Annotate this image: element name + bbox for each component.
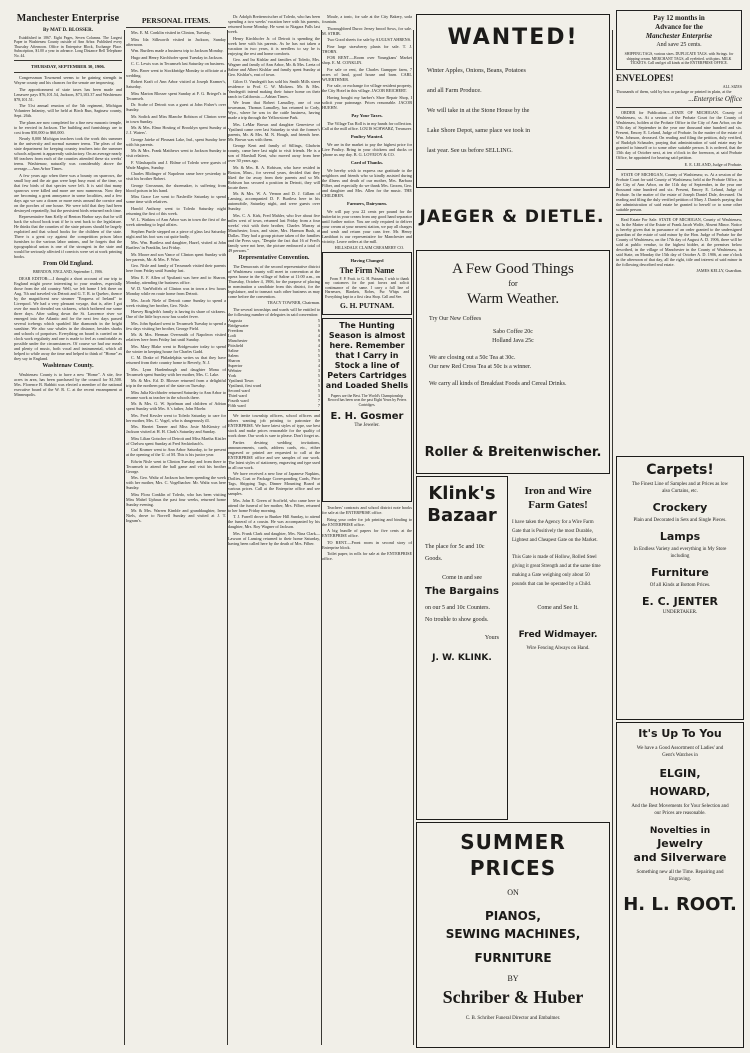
local-item: Gilon O. Vandegrift has sold his Smith Mills street residence to Prof. C. W. Mickens. Mr. & Mrs. Vandegrift intend making their future home on their ranch in California —Adrian Times. [228, 78, 320, 99]
wedding-note: Parties desiring wedding invitations, announcements, cards, address cards, etc., either engraved or printed are requested to call at the ENTERPRISE office and see samples of our work. The latest styles of stationery, engraving and type used in all our work. [228, 439, 320, 470]
article-paragraph: The plans are now completed for a fine new masonic temple, to be erected in Jackson. The building and furnishings are to cost from $50,000 to $60,000. [14, 119, 122, 135]
delegate-count: 5 [317, 353, 320, 358]
subscription-ad [616, 10, 742, 70]
delegate-name: Fifth ward [228, 403, 246, 408]
classified: Bring your order for job printing and binding to the ENTERPRISE office. [322, 516, 412, 527]
personal-items-heading: PERSONAL ITEMS. [141, 16, 211, 25]
delegate-count: 4 [317, 363, 320, 368]
jenter-ad [616, 456, 744, 720]
local-items-list [228, 14, 320, 253]
undertaker-label: UNDERTAKER. [662, 610, 698, 615]
personal-item: Mrs. John Spalard went to Tecumseh Tuesday to spend a few days visiting her brother, George Field. [126, 320, 226, 331]
silverware: and Silverware [633, 851, 727, 864]
classified: Teachers' contracts and school district note books for sale at the ENTERPRISE office. [322, 505, 412, 516]
washtenaw-body: Washtenaw County is to have a new "Home". A site, five acres in area, has been purchased by the council for $1,500. Mrs. Florence B. Babbitt was elected a member of the national executive board of the W. R. C. at the recent encampment at Minneapolis. [14, 372, 122, 398]
delegate-count: 3 [317, 323, 320, 328]
iron-tagline: Wire Fencing Always on Hand. [526, 646, 590, 651]
summer-headline: SUMMER PRICES [460, 830, 566, 880]
farmers-body: We will pay you 22 cents per pound for the butterfat in your cream from any good hand separator until further notice. You are only required to deliver your cream at your nearest station, we pay all charges and wash and return your cans free. Mr. Henry Lambhart is our representative for Manchester and vicinity. Leave orders at the mill. [322, 208, 412, 244]
klink-counters: on our 5 and 10c Counters. [425, 605, 490, 611]
letter-subheading: BRENDON, ENGLAND, September 1, 1906. [32, 270, 104, 275]
delegate-count: 5 [317, 383, 320, 388]
personal-item: Mr. & Mrs. G. W. Spielman and children of Adrian spent Sunday with Mrs. S.'s father, John Moehr. [126, 401, 226, 411]
personal-item: C. M. Drake of Philadelphia writes us that they have returned from their country home to Beverly, N. J. [126, 355, 226, 365]
up-to-you: It's Up To You [638, 727, 722, 740]
probate-sign: JAMES KELLY, Guardian. [696, 268, 742, 274]
delegate-count: 4 [317, 343, 320, 348]
job-printing-note: We invite township officers, school officers and others wanting job printing to patronize the ENTERPRISE. We have latest styles of type, use best stock and make prices reasonable for the quality of work done. Our work is sure to please. Don't forget us. [228, 413, 320, 438]
rep-convention-sign: TRACY TOWNER, Chairman. [267, 300, 320, 305]
wanted-line: Winter Apples, Onions, Beans, Potatoes [427, 67, 526, 74]
sub-paper: Manchester Enterprise [645, 32, 713, 40]
masthead-intro: Established in 1867. Eight Pages, Seven Columns. The Largest Paper in Washtenaw County outside of Ann Arbor. Published every Thursday Afternoon. Office in Enterprise Block, Exchange Place. Subscription, $1.00 a year in advance. Long Distance Bell Telephone No. 44. [14, 36, 122, 58]
drinks-item: We carry all kinds of Breakfast Foods and Cereal Drinks. [429, 381, 567, 387]
envelopes-headline: ENVELOPES! [616, 72, 674, 83]
personal-item: Mr. & Mrs. Herman Oversmith of Napoleon visited relatives here from Friday last until Sunday. [126, 332, 226, 342]
local-item: Henry Kirchhofer Jr. of Detroit is spending the week here with his parents. As he has not taken a vacation in two years, it is needless to say he is enjoying the rest and home comforts. [228, 35, 320, 56]
wanted-headline: WANTED! [447, 25, 579, 50]
hunting-ad [322, 318, 412, 502]
personal-item: Miss E. F. Allen of Ypsilanti was here and to Sharon, Monday, attending the business office. [126, 274, 226, 285]
root-jeweler-ad [616, 722, 744, 1048]
personal-item: Hugo and Henry Kirchhofer spent Tuesday in Jackson. [131, 54, 223, 60]
personal-item: Mr. & Mrs. Warren Kimble and granddaughter, Irene Niels, drove to Norvell Sunday and visited at J. T. Ingram's. [126, 508, 226, 523]
schriber-huber-name: Schriber & Huber [442, 987, 584, 1007]
crockery-text: Plain and Decorated in Sets and Single Pieces. [633, 518, 727, 523]
local-item: George Kent and family of Sillings, Gladwin county, came here last night to visit friends. He is a son of Marshall Kent, who moved away from here over 30 years ago. [228, 143, 320, 163]
delegate-name: Ypsilanti Town [228, 378, 254, 383]
good-things-warm: Warm Weather. [466, 291, 560, 307]
creamery-name: HILLSDALE CLAIM CREAMERY CO. [334, 245, 405, 250]
personal-item: Miss Ida Silkworth visited in Jackson, Sunday afternoon. [126, 36, 226, 47]
delegate-name: Freedom [228, 328, 243, 333]
poultry-body: We are in the market to pay the highest price for Live Poultry. Bring in your chickens and ducks or 'phone us any day. B. G. LOVEJOY & CO. [322, 141, 412, 157]
tablets-note: We have received a new line of Japanese Napkins, Doilies, Coat or Package Corresponding Cards, Price Tags, Shipping Tags, Dinner Mounting Board at various prices. Call at the Enterprise office and see samples. [228, 471, 320, 496]
furniture-headline: Furniture [651, 566, 709, 579]
iron-cta: Come and See It. [537, 605, 579, 611]
personal-item: Mr. & Mrs. Frank Matthews went to Jackson Sunday to visit relatives. [126, 148, 226, 158]
coffee-item: Holland Java 25c [492, 338, 534, 344]
probate-notice: ORDER for Publication.—STATE OF MICHIGAN. County of Washtenaw, ss. At a session of the Probate Court for the County of Washtenaw, holden at the Probate Office in the City of Ann Arbor, on the 17th day of September in the year one thousand nine hundred and six. Present, Emory E. Leland, Judge of Probate. In the matter of the estate of Wm. Johnson, deceased. On reading and filing the petition, duly verified, of Rudolph Schauder, praying that administration of said estate may be granted to himself or to some other suitable person. It is ordered, that the 15th day of October next, at ten o'clock in the forenoon, at said Probate Office, be appointed for hearing said petition. [616, 110, 742, 161]
movements-text: And the Best Movements for Your Selection and our Prices are reasonable. [631, 804, 729, 816]
wanted-ad [416, 14, 610, 188]
firm-changed: Having Changed [350, 258, 384, 263]
delegate-name: Third ward [228, 393, 247, 398]
local-item: Mrs. LeMar Brown and daughter Genevieve of Ypsilanti came over last Saturday to visit the former's parents, Mr. & Mrs. M. N. Hough, and friends here. Mr. Brown was with them. [228, 121, 320, 142]
iron-body-2: This Gate is made of Hollow, Rolled Steel giving it great Strength and at the same time making a Gate weighing only about 50 pounds that can be operated by a Child. [512, 555, 601, 587]
column-rule [124, 30, 125, 1045]
thanks-heading: Card of Thanks. [350, 159, 384, 165]
washtenaw-heading: Washtenaw County. [42, 363, 94, 370]
local-item: Mrs. Frank Clark and daughter, Mrs. Nina Clark—Lawson of Lansing returned to their home Saturday, having been called here by the death of Mrs. Filber. [228, 530, 320, 546]
personal-item: Mrs. Mary Blake went to Bridgewater today to spend the winter in keeping house for Charles Gadd. [126, 343, 226, 354]
iron-headline-2: Farm Gates! [528, 499, 588, 511]
local-item: Mrs. John E. Green of Scofield, who came here to attend the funeral of her mother, Mrs. Filber, returned to her home Friday morning. [228, 497, 320, 513]
delegate-name: Saline [228, 348, 239, 353]
personal-item: Wm. Burtless made a business trip to Jackson Monday. [131, 48, 224, 53]
tax-body: The Village Tax Roll is in my hands for collection. Call at the mill office. LOUIS SCHWARZ, Treasurer. [322, 120, 412, 131]
classified: Having bought my barber's Shoe Repair Shop, I solicit your patronage. Prices reasonable. JACOB HUEHN. [322, 94, 412, 110]
article-paragraph: Representative Sam Kelly of Benton Harbor says that he will back the school book trust if he is sent back to the legislature. He thinks that the counties of the state prisons should be largely exploited and that school books for the children of the state. There is a great cry against the competition prison labor furnishes to the various labor unions, and he forgets that the typographical union is one of the strongest in the state and would be seriously affected if convicts were set at work printing books. [14, 214, 122, 260]
probate-sign: E. E. LELAND, Judge of Probate. [684, 161, 742, 167]
root-name: H. L. ROOT. [623, 894, 737, 915]
personal-item: Mr. & Mrs. Ed. D. Blosser returned from a delightful trip in the northern part of the state on Tuesday. [126, 378, 226, 388]
delegate-count: 5 [317, 388, 320, 393]
personal-item: Harvey Ringleib's family is having its share of sickness. One of the little boys now has scarlet fever. [126, 309, 226, 319]
personal-item: F. Vilashapolis and J. Ehlme of Toledo were guests of Wade Magins, Sunday. [126, 159, 226, 170]
article-paragraph: The 51st annual reunion of the 5th regiment, Michigan Volunteer Infantry, will be held at Birch Run, Saginaw county, Sept. 26th. [14, 103, 122, 119]
column-2 [126, 14, 226, 1043]
article-paragraph: The apportionment of state taxes has been made and Lenawee pays $76,101.54, Jackson, $73,103.37 and Washtenaw $78,101.51. [14, 86, 122, 102]
classified: Moale, a tonic, for sale at the City Bakery, soda fountain. [322, 14, 412, 24]
elgin: ELGIN, [659, 767, 701, 780]
classified: TO RENT.—Front room in second story of Enterprise block. [322, 539, 412, 550]
firm-title: The Firm Name [339, 266, 395, 275]
personal-item: Miss Marion Blosser spent Sunday at F. G. Briegel's in Tecumseh. [126, 90, 226, 101]
personal-item: Mrs. Wm. Burtless and daughter, Hazel, visited at John Burtless' in Franklin, last Friday. [126, 240, 226, 250]
delegates-table [228, 318, 320, 408]
classified: Thoroughbred Duroc Jersey brood Sows, for sale. M. STRIB. [322, 25, 412, 36]
probate-notice: Real Estate For Sale. STATE OF MICHIGAN, County of Washtenaw, ss. In the Matter of the Estate of Frank Jacob Wolfe, Absent Minor. Notice is hereby given that in pursuance of an order granted to the undersigned guardian of the estate of said minor by the Hon. Judge of Probate for the County of Washtenaw, on the 17th day of August A. D. 1906, there will be sold at public vendue, to the highest bidder, at the premises below described, in the village of Manchester in the County of Washtenaw, in said State, on Monday the 15th day of October A. D. 1906, at one o'clock in the afternoon of that day, all the right, title and interest of said minor in the following described real estate. [616, 216, 742, 267]
personal-item: Mrs. Fred Kessler went to Toledo Saturday to care for her mother, Mrs. C. Vogel, who is dangerously ill. [126, 412, 226, 423]
summer-footer: C. B. Schriber Funeral Director and Embalmer. [465, 1016, 561, 1021]
personal-item: Carl Kramer went to Ann Arbor Saturday, to be present at the opening of the U. of M. This is his junior year. [126, 447, 226, 457]
delegate-name: Pittsfield [228, 343, 244, 348]
widmayer-name: Fred Widmayer. [518, 630, 598, 640]
personal-item: Mr. Moore and son Vance of Clinton spent Sunday with her parents, Mr. & Mrs. F. Wise. [126, 251, 226, 262]
personal-item: Mr. Sodick and Miss Blanche Robison of Clinton were in town Sunday. [126, 113, 226, 124]
local-item: T. J. Farrell drove to Bunker Hill Sunday, to attend the funeral of a cousin. He was accompanied by his daughter, Mrs. Roy Wagner of Jackson. [228, 514, 320, 529]
good-things-for: for [508, 279, 518, 288]
column-3 [228, 14, 320, 1043]
klink-name: Klink's [428, 483, 496, 504]
sub-shipping: SHIPPING TAGS, various sizes. DUPLICATE TAGS. with Strings. for shipping cream. MERCHANT TAGS, all eyeletted. with pins. MILK TICKETS. Call and get all kinds at the ENTERPRISE OFFICE. [624, 52, 734, 66]
sub-save: And save 25 cents. [656, 42, 702, 48]
delegate-count: 3 [317, 393, 320, 398]
personal-item: C. C. Lewis was in Tecumseh last Saturday on business. [131, 61, 226, 66]
good-things-ad [416, 250, 610, 474]
classified: FOR RENT.—Room over Youngkans' Market shop. E. M. CONKLIN. [322, 55, 412, 65]
masthead-title: Manchester Enterprise [16, 13, 120, 24]
iron-headline-1: Iron and Wire [524, 485, 592, 497]
delegate-count: 3 [317, 358, 320, 363]
personal-item: Mrs. Lynn Hardenburgh and daughter Mona of Tecumseh spent Sunday with her mother, Mrs. C. Lake. [126, 366, 226, 377]
local-item: Mr. & Mrs. B. A. Robison, who have resided in Boston, Mass., for several years, decided that they liked the far away from their parents and so Mr. Robison has secured a position in Detroit, they will locate there. [228, 164, 320, 190]
personal-item: Robert Kraft of Ann Arbor visited at Joseph Kramer's, Saturday. [126, 79, 226, 89]
iron-body: I have taken the Agency for a Wire Farm Gate that is Positively the most Durable, Lightest and Cheapest Gate on the Market. [512, 520, 598, 543]
novelties: Novelties in [649, 826, 711, 836]
personal-items-list [126, 30, 226, 523]
local-item: Mrs. C. A. Kirk, Fred Mahler, who live about five miles west of town, returned last Friday from a four weeks' visit with their brother, Charles Murray at Manchester, Iowa, and sister, Mrs. Harmon Bush, at Dallas. They had a group picture taken of the families and the Press says, "Despite the fact that 16 of Fred's family were not here, the picture embraced a total of 49 persons." [228, 212, 320, 253]
wanted-line: Lake Shore Depot, same place we took in [427, 127, 531, 134]
delegate-count: 5 [317, 373, 320, 378]
delegate-name: Bridgewater [228, 323, 249, 328]
article-paragraph: Congressman Townsend seems to be gaining strength in Wayne county and his chances for the senate are improving. [14, 75, 122, 86]
lamps-text: In Endless Variety and everything in My Store including [633, 547, 727, 559]
rep-convention-heading: Representative Convention. [238, 254, 310, 261]
carpets-text: The Finest Line of Samples and at Prices as low also Curtains, etc. [631, 482, 729, 494]
delegate-name: Second ward [228, 388, 250, 393]
classified: For sale or rent, the Charles Gumpper farm, 7 acres of land, good house and barn. CARL WUERTHNER. [322, 66, 412, 82]
personal-item: Miss Lilian Gotscher of Detroit and Miss Martha Kistler of Chelsea spent Sunday at Fred Seckinbach's. [126, 435, 226, 446]
article-paragraph: A few years ago when there was a bounty on sparrows, the small boy and the air gun were kept busy most of the time, so that few birds of that species were left. It is said that many sparrows were killed and more are now numerous. Now they are becoming a great annoyance in some localities, and a few days ago we saw a dozen or more nests around the cornice and on the porches of one house. We were told that they had been destroyed repeatedly, but the persistent birds returned each time. [14, 172, 122, 213]
personal-item: Mrs. Harriet Tanner and Miss Josie McKinstry of Jackson visited at H. H. Clark's Saturday and Sunday. [126, 424, 226, 434]
delegate-count: 5 [317, 318, 320, 323]
column-4 [322, 14, 412, 1043]
sub-pay: Pay 12 months in [653, 14, 705, 22]
thanks-body: We hereby wish to express our gratitude to the neighbors and friends who so kindly assisted during the illness and death of our mother, Mrs. Barbara Filber, and especially do we thank Mrs. Groom, Geo. and daughter and Mrs. Allen for the music. THE CHILDREN. [322, 167, 412, 198]
iron-gates-content [508, 478, 608, 816]
classified: Two Good sheets for sale by AUGUST AHRENS. [327, 37, 412, 42]
delegate-name: Superior [228, 363, 243, 368]
jewelry: Jewelry [657, 837, 703, 850]
delegate-count: 7 [317, 403, 320, 408]
summer-pianos: PIANOS, [485, 909, 541, 923]
delegates-intro: The several townships and wards will be entitled to the following number of delegates in said convention: [228, 306, 320, 317]
firm-name-ad [322, 252, 412, 315]
envelopes-sizes: ALL SIZES [722, 83, 742, 89]
klink-proprietor: J. W. KLINK. [432, 653, 492, 663]
good-things-headline: A Few Good Things [452, 261, 574, 277]
personal-item: W. D. VanWoffels of Clinton was in town a few hours Monday while en route home from Detroit. [126, 286, 226, 296]
summer-by: BY [507, 974, 519, 983]
envelopes-office: ...Enterprise Office [688, 95, 742, 104]
delegate-name: Sharon [228, 358, 240, 363]
howard: HOWARD, [649, 785, 711, 798]
watches-text: We have a Good Assortment of Ladies' and Gent's Watches in [636, 746, 724, 758]
klink-come: Come in and see [442, 575, 482, 581]
personal-item: Edwin Nisle went to Clinton Tuesday and from there to Tecumseh to attend the ball game and visit his brother George. [126, 458, 226, 474]
personal-item: George Grossman, the shoemaker, is suffering from blood poison in his hand. [126, 182, 226, 193]
delegate-row [228, 403, 320, 408]
klink-bazaar: Bazaar [427, 505, 497, 526]
letter-body: DEAR EDITOR:—I thought a short account of our trip to England might prove interesting to your readers, especially those from the old country. Well, we left home I left there on Aug. 7th and traveled via Detroit and G. T. R. to Quebec, thence by the magnificent new steamer "Empress of Ireland" to Liverpool. We had a very pleasant voyage, that is, after I got over the much dreaded sea sickness, which bothered me some three days. After sailing down the St. Lawrence river we emerged into the Atlantic and for the next few days passed several icebergs which sparkled like diamonds in the bright sunshine. We also saw whales in the distance, besides sharks and schools of porpoises. Everything on board is carried on in clock work regularity and one is made to feel as comfortable as possible under the circumstances. Of course we had our meals and plenty of music, both vocal and instrumental, which all helped to while away the time and helped to think of "Home" as they say in England. [14, 276, 122, 362]
roller-name: Roller & Breitenwischer. [424, 445, 602, 460]
gosmer-name: E. H. Gosmer [330, 411, 404, 423]
delegate-count: 5 [317, 348, 320, 353]
klink-trouble: No trouble to show goods. [425, 617, 489, 623]
farmers-heading: Farmers, Dairymen. [347, 200, 387, 206]
local-item: Geo. and Ira Kishlar and families of Toledo, Mrs. Wagner and family of Ann Arbor, Mr. & Mrs. Leeta of Saline and Albert Kishlar and family spent Sunday at Geo. Kishlar's, east of town. [228, 57, 320, 77]
personal-item: Geo. Nisle and family of Tecumseh visited their parents here from Friday until Sunday last. [126, 263, 226, 273]
personal-item: Mrs. Geo. Waltz of Jackson has been spending the week with her mother, Mrs. C. Vogelbacher. Mr. Waltz was here Sunday. [126, 475, 226, 490]
delegate-name: Augusta [228, 318, 242, 323]
hunting-text: The Hunting Season is almost here. Remember that I Carry in Stock a line of Peters Cartridges and Loaded Shells [325, 321, 409, 391]
tea-item: Our new Red Cross Tea at 50c is a winner. [429, 364, 532, 370]
delegate-name: York [228, 373, 237, 378]
carpets-headline: Carpets! [646, 462, 714, 478]
personal-item: Stephen Purtle stepped on a piece of glass last Saturday night and his foot was cut quite badly. [126, 228, 226, 239]
column-1 [14, 12, 122, 1043]
personal-item: Mr. & Mrs. Elmo Hosting of Brooklyn spent Sunday at J. J. Waters'. [126, 125, 226, 135]
silver-text: Something new all the Time. Repairing and Engraving. [636, 870, 724, 882]
gosmer-sub: The Jeweler. [354, 423, 380, 429]
coffee-item: Sabo Coffee 20c [493, 329, 533, 335]
tax-heading: Pay Your Taxes. [351, 112, 383, 118]
masthead-publisher: By MAT D. BLOSSER. [43, 28, 93, 33]
summer-furniture: FURNITURE [474, 951, 552, 965]
letter-heading: From Old England. [42, 261, 94, 268]
jenter-name: E. C. JENTER [642, 595, 718, 608]
crockery-headline: Crockery [652, 501, 708, 514]
personal-item: Miss Flora Conklin of Toledo, who has been visiting Miss Mabel Uphaus the past four weeks, returned home Sunday evening. [126, 491, 226, 507]
classified: A big bundle of papers for five cents at the ENTERPRISE office. [322, 528, 412, 539]
furniture-text: Of all Kinds at Bottom Prices. [649, 583, 711, 588]
personal-item: Mrs. Broer went to Stockbridge Monday to officiate at a wedding. [126, 67, 226, 78]
personal-item: Miss Julia Kirchhofer returned Saturday to Ann Arbor to resume work as teacher in the schools there. [126, 389, 226, 400]
classified: Fine large strawberry plants for sale. T. J. THORN. [322, 43, 412, 54]
date-line: THURSDAY, SEPTEMBER 30, 1906. [31, 64, 105, 70]
delegate-name: Webster [228, 368, 242, 373]
rep-convention-body: The Democrats of the second representative district of Washtenaw county will meet in convention at the opera house in the village of Saline at 11:00 a.m., on Thursday, October 4, 1906, for the purpose of placing in nomination a candidate from this district, for the legislature, and to transact such other business as may come before the convention. [228, 263, 320, 299]
envelopes-text: Thousands of them, sold by box or package or printed in plain, at the [616, 88, 732, 94]
delegate-count: 3 [317, 378, 320, 383]
personal-item: Miss Grace Lee went to Nashville Saturday to spend some time with relatives. [126, 194, 226, 204]
personal-item: Charles Blidinger of Napoleon came here yesterday to visit his brother Robert. [126, 171, 226, 181]
hunting-record: Papers are the Best. The World's Championship Record has been won the past Eight Years by Peters Cartridges. [327, 394, 407, 407]
delegate-count: 7 [317, 398, 320, 403]
classified: Toilet paper, in rolls for sale at the ENTERPRISE office. [322, 551, 412, 562]
delegate-name: Salem [228, 353, 239, 358]
probate-notice: STATE OF MICHIGAN, County of Washtenaw, ss. At a session of the Probate Court for said County of Washtenaw, held at the Probate Office, in the City of Ann Arbor, on the 11th day of September, in the year one thousand nine hundred and six. Present, Emory E. Leland, Judge of Probate. In the matter of the estate of Joseph Daniel Dale, deceased. On reading and filing the duly verified petition of Mary J. Daniels praying that the administration of said estate be granted to herself or to some other suitable person. [616, 171, 742, 212]
jaeger-name: JAEGER & DIETLE. [419, 207, 605, 227]
personal-item: Mrs. E. M. Conklin visited in Clinton, Tuesday. [131, 30, 211, 35]
delegate-name: Ypsilanti, first ward [228, 383, 262, 388]
poultry-heading: Poultry Wanted. [350, 133, 384, 139]
sub-advance: Advance for the [655, 23, 703, 31]
local-item: We learn that Robert Lamalley, one of our townsman, Thomas Lamalley, has returned to Cody, Wyo., where he was in the cattle business, having made a trip through the Yellowstone Park. [228, 100, 320, 120]
summer-on: ON [507, 888, 519, 897]
delegate-count: 3 [317, 368, 320, 373]
summer-prices-ad [416, 822, 610, 1048]
personal-item: Dr. Scabe of Detroit was a guest at John Fisher's over Sunday. [126, 102, 226, 112]
classified-list [322, 14, 412, 54]
article-paragraph: Nearly 8,000 Michigan teachers took the work this summer in the university and normal summer terms. The pleas of the state department for keeping country teachers into the summer schools adjacent is apparently satisfactory. On an average nearly 60 teachers from each of the counties attended these six weeks' terms. Washtenaw, naturally was considerably above the average.—Ann Arbor Times. [14, 136, 122, 172]
wanted-line: and all Farm Produce. [427, 87, 482, 94]
column-rule [612, 30, 613, 1045]
personal-item: Mrs. Jacob Niele of Detroit came Sunday to spend a week visiting her brother, Geo. Nisle. [126, 297, 226, 308]
delegate-name: Manchester [228, 338, 248, 343]
local-item: Dr. Adolph Breitenwischer of Toledo, who has been spending a two weeks' vacation here with his parents, returned home Monday. He went to Niagara Falls last week. [228, 14, 320, 34]
summer-machines: SEWING MACHINES, [445, 927, 581, 941]
personal-item: George Jaieke of Pleasant Lake, Ind., spent Sunday here with his parents. [126, 136, 226, 147]
klink-ad [416, 476, 508, 820]
coffee-label: Try Our New Coffees [429, 316, 482, 322]
klink-place: The place for 5c and 10c Goods. [425, 544, 485, 562]
delegate-count: 9 [317, 338, 320, 343]
wanted-line: We will take in at the Stone House by the [427, 107, 530, 114]
delegate-name: Fourth ward [228, 398, 249, 403]
classified: For sale, or exchange for village resident property, the City Hotel in this village. JACOB REICHERT. [322, 83, 412, 93]
klink-yours: Yours [484, 635, 499, 641]
wanted-line: last year. See us before SELLING. [427, 147, 513, 154]
column-rule [413, 30, 414, 1045]
lamps-headline: Lamps [659, 530, 701, 543]
delegate-count: 4 [317, 333, 320, 338]
firm-text: From F. P. Fruit. to G. H. Putnam, I wish to thank my customers for the past favors and solicit continuance of the same. I carry a full line of Harnesses, Blankets, Robes, Fur Whips and Everything kept in a first class Shop. Call and See. [325, 277, 409, 299]
klink-bargains: The Bargains [425, 586, 499, 597]
delegate-name: Lodi [228, 333, 236, 338]
jaeger-ad [416, 188, 608, 246]
local-item: Mr. & Mrs. W. A. Vernon and D. J. Gillam of Lansing, accompanied D. F. Burtless here in his automobile, Saturday night, and were guests over Sunday. [228, 191, 320, 211]
tea-item: We are closing out a 50c Tea at 30c. [429, 355, 516, 361]
delegate-count: 6 [317, 328, 320, 333]
putnam-name: G. H. PUTNAM. [340, 301, 394, 311]
personal-item: Harold Anthony went to Toledo Saturday night returning the first of this week. [126, 205, 226, 216]
personal-item: W. L. Watkins of Ann Arbor was in town the first of the week attending to legal affairs. [126, 217, 226, 227]
envelopes-ad [616, 73, 742, 105]
